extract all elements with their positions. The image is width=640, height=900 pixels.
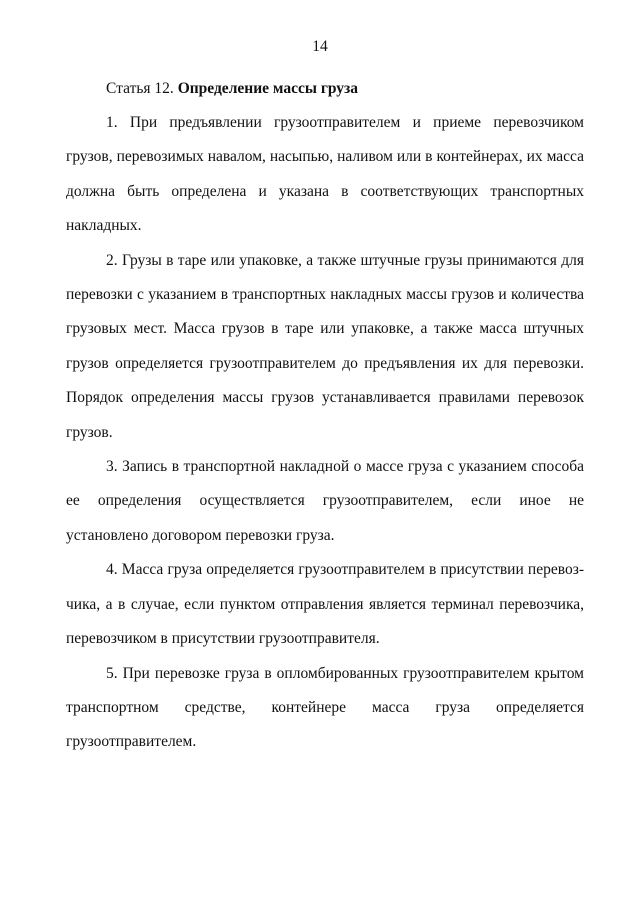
document-body [66,72,584,760]
paragraph-2: 2. Грузы в таре или упаковке, а также штучные грузы принимаются для перевозки с указанием в транспортных накладных массы грузов и количества грузовых мест. Масса грузов в таре или упаковке, а также масса штучных грузов определяется грузоотправителем до предъявления их для перевозки. Порядок определения массы грузов устанавливается правилами перевозок грузов. [66,251,584,441]
paragraph-4: 4. Масса груза определяется грузоотправителем в присутствии перевозчика, а в случае, если пунктом отправления является терминал перевозчика, перевозчиком в присутствии грузоотправителя. [66,561,584,648]
paragraph-5: 5. При перевозке груза в опломбированных грузоотправителем крытом транспортном средстве, контейнере масса груза определяется грузоотправителем. [66,664,584,751]
paragraph-3: 3. Запись в транспортной накладной о массе груза с указанием способа ее определения осуществляется грузоотправителем, если иное не установлено договором перевозки груза. [66,458,584,544]
article-title: Определение массы груза [177,80,359,97]
article-heading [66,72,584,106]
page-number: 14 [312,38,328,55]
article-number: Статья 12. [106,80,174,97]
paragraph-1: 1. При предъявлении грузоотправителем и приеме перевозчиком грузов, перевозимых навалом, насыпью, наливом или в контейнерах, их масса должна быть определена и указана в соответствующих транспортных накладных. [66,114,584,235]
